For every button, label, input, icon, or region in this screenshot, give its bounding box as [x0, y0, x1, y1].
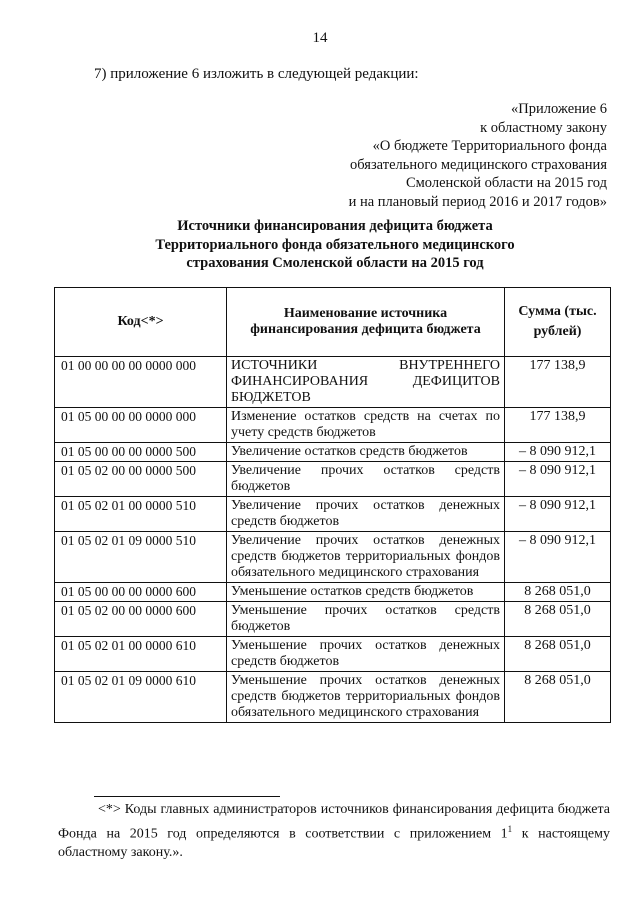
footnote-tail: к настоящему областному закону.».: [58, 826, 610, 860]
code-cell: 01 05 02 00 00 0000 600: [55, 602, 227, 637]
name-cell: Уменьшение остатков средств бюджетов: [227, 583, 505, 602]
sum-cell: 177 138,9: [505, 408, 611, 443]
footnote: [58, 801, 610, 862]
name-cell: Уменьшение прочих остатков денежных средств бюджетов: [227, 637, 505, 672]
table-header-row: [55, 288, 611, 357]
code-cell: 01 05 02 01 00 0000 510: [55, 497, 227, 532]
appendix-header: [349, 100, 607, 211]
title-line: Территориального фонда обязательного медицинского: [155, 236, 515, 253]
name-cell: Уменьшение прочих остатков денежных средств бюджетов территориальных фондов обязательного медицинского страхования: [227, 672, 505, 723]
page-number: 14: [312, 30, 328, 46]
sum-cell: 8 268 051,0: [505, 583, 611, 602]
name-cell: Увеличение остатков средств бюджетов: [227, 443, 505, 462]
table-row: [55, 672, 611, 723]
sum-cell: – 8 090 912,1: [505, 462, 611, 497]
code-cell: 01 05 02 01 00 0000 610: [55, 637, 227, 672]
sum-cell: 8 268 051,0: [505, 602, 611, 637]
code-cell: 01 05 00 00 00 0000 600: [55, 583, 227, 602]
table-row: [55, 443, 611, 462]
table-row: [55, 532, 611, 583]
financing-sources-table: [54, 287, 611, 723]
table-row: [55, 637, 611, 672]
header-sum: Сумма (тыс. рублей): [505, 288, 611, 357]
table-row: [55, 408, 611, 443]
table-row: [55, 462, 611, 497]
name-cell: Увеличение прочих остатков денежных средств бюджетов территориальных фондов обязательного медицинского страхования: [227, 532, 505, 583]
intro-line: 7) приложение 6 изложить в следующей редакции:: [94, 66, 419, 82]
document-title: [100, 217, 570, 273]
sum-cell: – 8 090 912,1: [505, 443, 611, 462]
sum-cell: 8 268 051,0: [505, 637, 611, 672]
title-line: страхования Смоленской области на 2015 год: [186, 255, 484, 271]
name-cell: Увеличение прочих остатков средств бюджетов: [227, 462, 505, 497]
code-cell: 01 05 00 00 00 0000 500: [55, 443, 227, 462]
sum-cell: 177 138,9: [505, 357, 611, 408]
code-cell: 01 05 02 01 09 0000 610: [55, 672, 227, 723]
sum-cell: – 8 090 912,1: [505, 532, 611, 583]
name-cell: Увеличение прочих остатков денежных средств бюджетов: [227, 497, 505, 532]
code-cell: 01 05 02 00 00 0000 500: [55, 462, 227, 497]
table-body: [55, 357, 611, 723]
table-row: [55, 602, 611, 637]
name-cell: ИСТОЧНИКИ ВНУТРЕННЕГО ФИНАНСИРОВАНИЯ ДЕФИЦИТОВ БЮДЖЕТОВ: [227, 357, 505, 408]
appendix-header-line: к областному закону: [480, 119, 607, 136]
appendix-header-line: Смоленской области на 2015 год: [405, 175, 607, 191]
sum-cell: – 8 090 912,1: [505, 497, 611, 532]
footnote-superscript: 1: [507, 823, 513, 834]
name-cell: Уменьшение прочих остатков средств бюджетов: [227, 602, 505, 637]
header-code: Код<*>: [55, 288, 227, 357]
table-row: [55, 583, 611, 602]
footnote-text: <*> Коды главных администраторов источников финансирования дефицита бюджета Фонда на 2015 год определяются в соответствии с приложением 1: [58, 802, 610, 842]
table-row: [55, 497, 611, 532]
code-cell: 01 05 00 00 00 0000 000: [55, 408, 227, 443]
appendix-header-line: и на плановый период 2016 и 2017 годов»: [348, 193, 607, 210]
appendix-header-line: «Приложение 6: [511, 101, 607, 117]
sum-cell: 8 268 051,0: [505, 672, 611, 723]
header-name: Наименование источника финансирования дефицита бюджета: [227, 288, 505, 357]
title-line: Источники финансирования дефицита бюджета: [177, 218, 493, 234]
code-cell: 01 00 00 00 00 0000 000: [55, 357, 227, 408]
appendix-header-line: обязательного медицинского страхования: [350, 156, 607, 173]
footnote-separator: [94, 796, 280, 797]
code-cell: 01 05 02 01 09 0000 510: [55, 532, 227, 583]
table-row: [55, 357, 611, 408]
appendix-header-line: «О бюджете Территориального фонда: [372, 138, 607, 154]
name-cell: Изменение остатков средств на счетах по учету средств бюджетов: [227, 408, 505, 443]
